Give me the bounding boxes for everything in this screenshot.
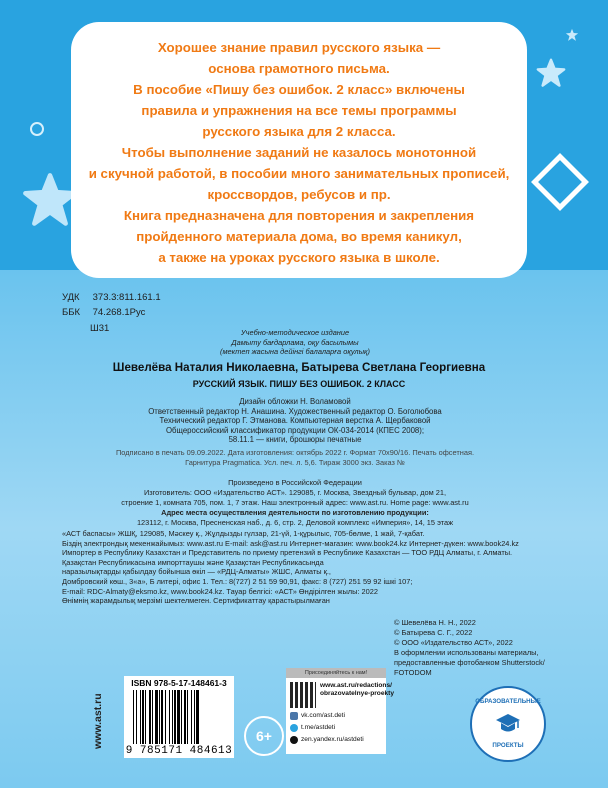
kz-info bbox=[62, 529, 538, 606]
zen-icon bbox=[290, 736, 298, 744]
educational-projects-badge bbox=[470, 686, 546, 762]
description-panel bbox=[71, 22, 527, 278]
small-star-icon bbox=[536, 58, 566, 88]
kz-info-line: «АСТ баспасы» ЖШҚ, 129085, Мәскеу қ., Жұлдызды гүлзар, 21-үй, 1-құрылыс, 705-бөлме, 1 жай, 7-қабат. bbox=[62, 529, 425, 538]
isbn-label: ISBN 978-5-17-148461-3 bbox=[131, 678, 227, 688]
description-line: Хорошее знание правил русского языка — bbox=[157, 40, 441, 55]
link-redactions[interactable]: www.ast.ru/redactions/ bbox=[320, 682, 392, 689]
credit-line: Общероссийский классификатор продукции ОК-034-2014 (КПЕС 2008); bbox=[165, 425, 425, 435]
link-vk[interactable] bbox=[290, 712, 386, 720]
book-title: РУССКИЙ ЯЗЫК. ПИШУ БЕЗ ОШИБОК. 2 КЛАСС bbox=[192, 379, 406, 389]
barcode-digits: 9 785171 484613 bbox=[125, 745, 233, 757]
copyright-line: предоставленные фотобанком Shutterstock/ bbox=[394, 658, 545, 667]
description-line: Чтобы выполнение заданий не казалось монотонной bbox=[121, 145, 477, 160]
credit-line: Технический редактор Г. Этманова. Компьютерная верстка А. Щербаковой bbox=[159, 416, 431, 426]
author-mark: Ш31 bbox=[90, 323, 110, 334]
diamond-outline-icon bbox=[528, 150, 592, 214]
kz-info-line: Біздің электрондық мекенжайымыз: www.ast.ru E-mail: ask@ast.ru Интернет-магазин: www.book24.kz Интернет-дүкен: www.book24.kz bbox=[62, 538, 519, 548]
bbk-code: ББК 74.268.1Рус bbox=[62, 307, 146, 318]
kz-info-line: Импортер в Республику Казахстан и Представитель по приему претензий в Республике Казахстан — ТОО РДЦ Алматы, г. Алматы. bbox=[62, 548, 513, 558]
manufacturer-line: Изготовитель: ООО «Издательство АСТ». 129085, г. Москва, Звездный бульвар, дом 21, bbox=[143, 488, 447, 497]
publisher-url: www.ast.ru bbox=[92, 693, 104, 749]
vk-icon bbox=[290, 712, 298, 720]
link-vk-text: vk.com/ast.deti bbox=[301, 712, 345, 719]
link-telegram[interactable] bbox=[290, 724, 386, 732]
edition-type-kz: Дамыту бағдарлама, оқу басылымы bbox=[231, 337, 359, 347]
kz-info-line: наразылықтарды қабылдау бойынша өкіл — «РДЦ-Алматы» ЖШС, Алматы қ., bbox=[62, 567, 331, 577]
star-decoration-icon bbox=[22, 172, 78, 228]
copyright-block bbox=[394, 618, 545, 678]
print-info-line: Гарнитура Pragmatica. Усл. печ. л. 5,6. Тираж 3000 экз. Заказ № bbox=[185, 457, 405, 467]
credits bbox=[60, 397, 530, 445]
kz-info-line: E-mail: RDC-Almaty@eksmo.kz, www.book24.kz. Тауар белгісі: «АСТ» Өндірілген жылы: 2022 bbox=[62, 586, 378, 596]
links-header: Присоединяйтесь к нам! bbox=[286, 668, 386, 678]
description-line: правила и упражнения на все темы программы bbox=[141, 103, 457, 118]
age-rating-badge: 6+ bbox=[244, 716, 284, 756]
manufacturer-line: строение 1, комната 705, пом. 1, 7 этаж. Наш электронный адрес: www.ast.ru. Home page: www.ast.ru bbox=[121, 497, 469, 507]
copyright-line: © Батырева С. Г., 2022 bbox=[394, 628, 473, 637]
link-zen-text: zen.yandex.ru/astdeti bbox=[301, 736, 364, 743]
copyright-line: © Шевелёва Н. Н., 2022 bbox=[394, 618, 476, 627]
edition-type-kz-note: (мектеп жасына дейінгі балаларға оқулық) bbox=[219, 347, 370, 357]
production-address-line: 123112, г. Москва, Пресненская наб., д. 6, стр. 2, Деловой комплекс «Империя», 14, 15 этаж bbox=[136, 517, 454, 527]
description-line: Книга предназначена для повторения и закрепления bbox=[123, 208, 475, 223]
badge-top-label: ОБРАЗОВАТЕЛЬНЫЕ bbox=[475, 698, 541, 705]
qr-code-icon bbox=[290, 682, 316, 708]
description-line: а также на уроках русского языка в школе. bbox=[158, 250, 440, 265]
tiny-star-icon bbox=[565, 28, 579, 42]
made-in: Произведено в Российской Федерации bbox=[228, 478, 362, 487]
copyright-line: В оформлении использованы материалы, bbox=[394, 648, 539, 657]
social-links-box bbox=[286, 668, 395, 754]
description-line: основа грамотного письма. bbox=[208, 61, 390, 76]
print-info bbox=[60, 448, 530, 467]
kz-info-line: Қазақстан Республикасына импорттаушы және Қазақстан Республикасында bbox=[62, 557, 324, 567]
copyright-line: FOTODOM bbox=[394, 668, 432, 677]
production-address-line: Адрес места осуществления деятельности по изготовлению продукции: bbox=[161, 508, 429, 517]
description-line: кроссвордов, ребусов и пр. bbox=[207, 187, 391, 202]
credit-line: Дизайн обложки Н. Воламовой bbox=[239, 397, 351, 406]
credit-line: Ответственный редактор Н. Анашина. Художественный редактор О. Боголюбова bbox=[148, 406, 442, 416]
description-line: пройденного материала дома, во время каникул, bbox=[136, 229, 462, 244]
manufacturer bbox=[60, 488, 530, 507]
production-address bbox=[60, 508, 530, 527]
circle-outline-icon bbox=[28, 120, 46, 138]
description-line: и скучной работой, в пособии много занимательных прописей, bbox=[88, 166, 510, 181]
isbn-barcode bbox=[124, 676, 234, 758]
kz-info-line: Өнімнің жарамдылық мерзімі шектелмеген. Сертификаттау қарастырылмаған bbox=[62, 596, 330, 606]
print-info-line: Подписано в печать 09.09.2022. Дата изготовления: октябрь 2022 г. Формат 70х90/16. Печать офсетная. bbox=[115, 448, 475, 457]
barcode-icon bbox=[132, 690, 226, 744]
authors: Шевелёва Наталия Николаевна, Батырева Светлана Георгиевна bbox=[112, 361, 486, 374]
edition-type: Учебно-методическое издание bbox=[240, 328, 350, 337]
telegram-icon bbox=[290, 724, 298, 732]
link-redactions-cont[interactable]: obrazovatelnye-proekty bbox=[320, 690, 395, 697]
credit-line: 58.11.1 — книги, брошюры печатные bbox=[228, 435, 362, 445]
imprint-edition-type bbox=[60, 328, 530, 357]
kz-info-line: Домбровский көш., 3«а», Б литері, офис 1. Тел.: 8(727) 2 51 59 90,91, факс: 8 (727) 251 59 92 ішкі 107; bbox=[62, 576, 413, 586]
badge-bottom-label: ПРОЕКТЫ bbox=[492, 742, 524, 749]
graduation-cap-icon bbox=[494, 710, 522, 738]
link-telegram-text: t.me/astdeti bbox=[301, 724, 336, 731]
udk-code: УДК 373.3:811.161.1 bbox=[62, 292, 161, 303]
link-zen[interactable] bbox=[290, 736, 386, 744]
copyright-line: © ООО «Издательство АСТ», 2022 bbox=[394, 638, 513, 647]
description-line: В пособие «Пишу без ошибок. 2 класс» включены bbox=[133, 82, 465, 97]
description-line: русского языка для 2 класса. bbox=[202, 124, 396, 139]
